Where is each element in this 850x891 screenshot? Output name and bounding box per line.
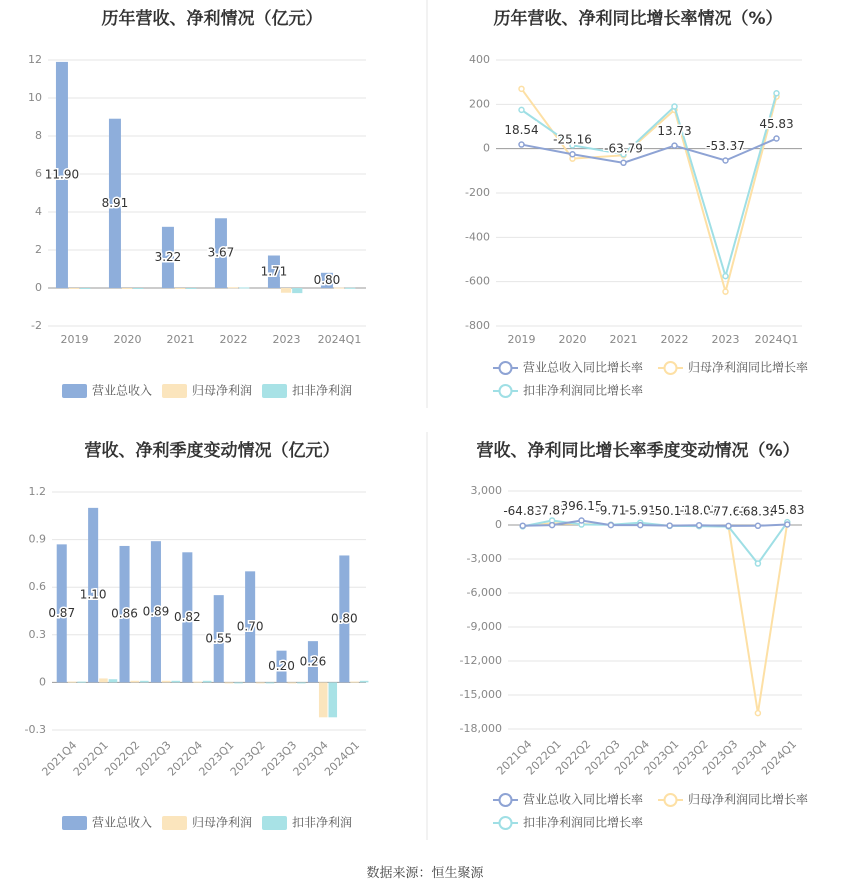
bar-net-profit (281, 288, 291, 293)
y-tick-label: 12 (28, 53, 42, 66)
legend-swatch (62, 816, 87, 830)
chart-title: 营收、净利同比增长率季度变动情况（%） (476, 441, 800, 461)
data-label: -25.16 (553, 132, 592, 147)
x-tick-label: 2023Q4 (290, 738, 331, 779)
data-point (774, 91, 779, 96)
y-tick-label: -9,000 (466, 620, 502, 633)
data-point (755, 523, 760, 528)
legend-label: 扣非净利润 (292, 815, 353, 830)
x-tick-label: 2020 (558, 333, 587, 346)
legend-label: 营业总收入同比增长率 (523, 792, 644, 807)
data-label: -53.37 (706, 138, 745, 153)
bar-deducted-profit (292, 288, 302, 293)
y-tick-label: 1.2 (28, 485, 46, 498)
legend-marker (500, 817, 512, 829)
x-tick-label: 2023Q2 (227, 738, 268, 779)
bar-net-profit (193, 682, 202, 683)
y-tick-label: 4 (35, 205, 42, 218)
x-tick-label: 2024Q1 (322, 738, 363, 779)
y-tick-label: 0 (483, 141, 490, 155)
x-tick-label: 2022Q4 (165, 738, 206, 779)
data-label: 3.67 (207, 245, 235, 260)
data-label: -9.71 (595, 503, 627, 518)
data-label: -50.17 (650, 504, 690, 519)
data-source-note: 数据来源：恒生聚源 (366, 866, 484, 881)
bar-deducted-profit (297, 682, 306, 683)
x-tick-label: 2023Q4 (729, 737, 770, 778)
x-tick-label: 2023Q3 (259, 738, 300, 779)
data-label: -68.32 (738, 504, 778, 519)
bar-deducted-profit (140, 681, 149, 683)
data-label: 0.20 (268, 659, 295, 674)
y-tick-label: 0 (495, 518, 502, 531)
series-line (522, 89, 777, 292)
y-tick-label: 2 (35, 243, 42, 256)
bar-net-profit (228, 287, 238, 288)
legend-label: 扣非净利润 (292, 383, 353, 398)
data-point (667, 523, 672, 528)
data-label: -63.79 (604, 141, 643, 156)
bar-deducted-profit (360, 681, 369, 683)
legend-label: 归母净利润同比增长率 (688, 360, 809, 375)
legend-marker (665, 362, 677, 374)
chart-title: 历年营收、净利情况（亿元） (101, 9, 323, 29)
x-tick-label: 2022Q3 (582, 737, 623, 778)
legend-swatch (162, 816, 187, 830)
y-tick-label: -800 (465, 319, 490, 332)
x-tick-label: 2020 (113, 333, 142, 346)
data-label: 0.80 (330, 611, 358, 626)
data-label: 0.55 (205, 631, 233, 646)
bar-deducted-profit (77, 682, 86, 683)
legend-label: 归母净利润 (192, 383, 253, 398)
data-point (638, 523, 643, 528)
annual-revenue-profit-chart (28, 8, 366, 398)
data-label: 11.90 (44, 167, 80, 182)
data-point (550, 523, 555, 528)
y-tick-label: 3,000 (470, 484, 502, 497)
y-tick-label: -600 (465, 274, 490, 288)
bar-deducted-profit (203, 681, 212, 683)
data-point (519, 86, 524, 91)
bar-net-profit (288, 682, 297, 683)
x-tick-label: 2022Q2 (102, 738, 143, 779)
data-point (519, 142, 524, 147)
bar-deducted-profit (234, 682, 243, 683)
x-tick-label: 2021 (166, 333, 195, 346)
data-point (672, 104, 677, 109)
bar-net-profit (69, 288, 79, 289)
data-point (726, 523, 731, 528)
data-label: 45.83 (770, 502, 805, 517)
x-tick-label: 2021Q4 (39, 738, 80, 779)
data-point (723, 289, 728, 294)
x-tick-label: 2023Q2 (670, 737, 711, 778)
bar-deducted-profit (345, 288, 355, 289)
y-tick-label: 10 (28, 91, 42, 104)
legend-label: 归母净利润同比增长率 (688, 792, 809, 807)
bar-net-profit (334, 288, 344, 289)
data-point (785, 522, 790, 527)
legend-marker (500, 362, 512, 374)
data-label: 45.83 (759, 117, 794, 132)
quarterly-revenue-profit-chart (25, 440, 369, 830)
legend-swatch (262, 384, 287, 398)
y-tick-label: -18,000 (459, 722, 502, 735)
y-tick-label: -6,000 (466, 586, 502, 599)
x-tick-label: 2021 (609, 333, 638, 346)
y-tick-label: -200 (465, 186, 490, 199)
data-label: 1.10 (79, 587, 107, 602)
data-point (697, 523, 702, 528)
y-tick-label: 200 (469, 97, 490, 111)
legend-label: 扣非净利润同比增长率 (523, 815, 644, 830)
y-tick-label: -12,000 (459, 654, 502, 667)
bar-deducted-profit (186, 288, 196, 289)
legend-swatch (262, 816, 287, 830)
bar-deducted-profit (80, 288, 90, 289)
y-tick-label: -400 (465, 230, 490, 244)
series-line (523, 520, 788, 563)
y-tick-label: -3,000 (466, 552, 502, 565)
data-label: 0.80 (313, 272, 341, 287)
x-tick-label: 2023 (711, 333, 740, 346)
data-point (774, 136, 779, 141)
quarterly-growth-rate-chart (460, 440, 808, 830)
bar-net-profit (350, 682, 359, 683)
bar-net-profit (162, 681, 171, 683)
bar-deducted-profit (328, 682, 337, 717)
x-tick-label: 2024Q1 (759, 737, 800, 778)
legend-label: 扣非净利润同比增长率 (523, 383, 644, 398)
bar-net-profit (225, 682, 234, 683)
bar-net-profit (99, 678, 108, 682)
bar-deducted-profit (109, 679, 118, 682)
x-tick-label: 2023Q1 (641, 737, 682, 778)
data-point (723, 158, 728, 163)
x-tick-label: 2021Q4 (494, 737, 535, 778)
bar-deducted-profit (133, 288, 143, 289)
bar-net-profit (256, 682, 265, 683)
legend-label: 营业总收入 (92, 815, 153, 830)
data-label: 0.86 (111, 606, 138, 621)
data-label: 0.82 (173, 609, 201, 624)
x-tick-label: 2024Q1 (317, 333, 362, 346)
x-tick-label: 2022Q1 (70, 738, 111, 779)
data-label: 0.26 (299, 654, 327, 669)
x-tick-label: 2019 (507, 333, 536, 346)
data-label: -64.83 (503, 504, 543, 519)
legend-swatch (162, 384, 187, 398)
x-tick-label: 2022Q2 (553, 737, 594, 778)
legend-marker (500, 794, 512, 806)
data-point (519, 107, 524, 112)
x-tick-label: 2022 (660, 333, 689, 346)
legend-swatch (62, 384, 87, 398)
y-tick-label: 0.9 (28, 532, 46, 546)
x-tick-label: 2023 (272, 333, 301, 346)
bar-net-profit (175, 288, 185, 289)
data-label: 0.89 (142, 604, 170, 619)
data-point (723, 274, 728, 279)
data-point (621, 160, 626, 165)
data-label: 0.70 (236, 619, 264, 634)
x-tick-label: 2024Q1 (754, 333, 799, 346)
data-label: 0.87 (48, 605, 76, 620)
data-point (672, 143, 677, 148)
data-point (755, 561, 760, 566)
y-tick-label: -15,000 (459, 688, 502, 701)
data-point (570, 152, 575, 157)
data-point (755, 711, 760, 716)
data-point (608, 523, 613, 528)
chart-title: 营收、净利季度变动情况（亿元） (84, 441, 340, 461)
data-label: 8.91 (101, 195, 129, 210)
x-tick-label: 2022 (219, 333, 248, 346)
series-line (522, 93, 777, 276)
legend-label: 营业总收入 (92, 383, 153, 398)
data-label: 396.15 (560, 499, 603, 514)
y-tick-label: 0.6 (28, 580, 46, 594)
bar-deducted-profit (171, 681, 180, 683)
x-tick-label: 2022Q4 (612, 737, 653, 778)
x-tick-label: 2022Q1 (523, 737, 564, 778)
legend-marker (665, 794, 677, 806)
legend-label: 归母净利润 (192, 815, 253, 830)
y-tick-label: 0 (39, 675, 46, 689)
data-label: -18.07 (679, 503, 719, 518)
bar-net-profit (319, 682, 328, 717)
y-tick-label: 0 (35, 281, 42, 294)
x-tick-label: 2019 (60, 333, 89, 346)
y-tick-label: 6 (35, 167, 42, 180)
bar-net-profit (122, 288, 132, 289)
data-label: -7.87 (536, 503, 568, 518)
data-point (520, 523, 525, 528)
annual-growth-rate-chart (465, 8, 808, 398)
legend-marker (500, 385, 512, 397)
bar-deducted-profit (239, 287, 249, 288)
y-tick-label: 8 (35, 129, 42, 142)
x-tick-label: 2022Q3 (133, 738, 174, 779)
data-label: 13.73 (657, 124, 692, 139)
x-tick-label: 2023Q3 (700, 737, 741, 778)
y-tick-label: 0.3 (28, 627, 46, 641)
y-tick-label: 400 (469, 53, 490, 66)
data-label: -5.91 (624, 503, 656, 518)
data-point (579, 518, 584, 523)
x-tick-label: 2023Q1 (196, 738, 237, 779)
y-tick-label: -2 (31, 319, 42, 332)
data-label: 1.71 (260, 264, 288, 279)
data-label: 18.54 (504, 123, 539, 138)
bar-deducted-profit (266, 682, 275, 683)
bar-net-profit (68, 682, 77, 683)
legend-label: 营业总收入同比增长率 (523, 360, 644, 375)
data-label: 3.22 (154, 249, 182, 264)
y-tick-label: -0.3 (24, 723, 46, 736)
data-label: -77.63 (709, 504, 748, 519)
bar-net-profit (131, 681, 140, 683)
chart-title: 历年营收、净利同比增长率情况（%） (493, 9, 783, 29)
